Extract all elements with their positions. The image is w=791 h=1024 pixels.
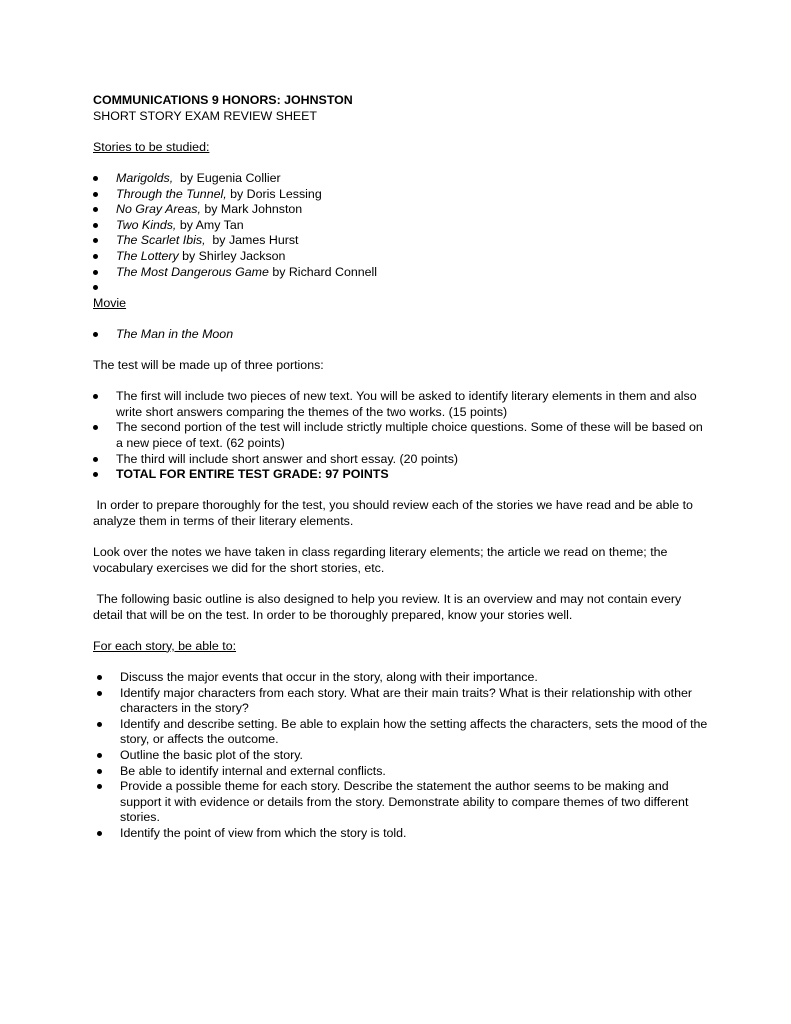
portion-text: The second portion of the test will include strictly multiple choice questions. Some of these will be based on a new piece of text. (62 points) bbox=[116, 420, 703, 451]
task-text: Provide a possible theme for each story. Describe the statement the author seems to be making and support it with evidence or details from the story. Demonstrate ability to compare themes of two different stories. bbox=[120, 779, 689, 825]
spacer bbox=[93, 155, 708, 171]
list-item bbox=[93, 389, 708, 420]
movie-list bbox=[93, 327, 708, 343]
list-item bbox=[93, 717, 708, 748]
portion-text: The first will include two pieces of new text. You will be asked to identify literary elements in them and also write short answers comparing the themes of the two works. (15 points) bbox=[116, 389, 697, 419]
story-author: by Amy Tan bbox=[176, 217, 244, 232]
list-item bbox=[93, 686, 708, 717]
story-title: Two Kinds, bbox=[116, 217, 177, 232]
test-intro: The test will be made up of three portions: bbox=[93, 358, 324, 373]
spacer bbox=[93, 374, 708, 390]
spacer bbox=[93, 576, 708, 592]
outline-paragraph: The following basic outline is also designed to help you review. It is an overview and may not contain every detail that will be on the test. In order to be thoroughly prepared, know your stories well. bbox=[93, 592, 685, 622]
story-author: by James Hurst bbox=[205, 233, 299, 248]
list-item bbox=[93, 420, 708, 451]
spacer bbox=[93, 623, 708, 639]
task-text: Identify the point of view from which the story is told. bbox=[120, 825, 407, 840]
each-story-heading: For each story, be able to: bbox=[93, 638, 237, 653]
document-subtitle: SHORT STORY EXAM REVIEW SHEET bbox=[93, 108, 318, 123]
prepare-paragraph: In order to prepare thoroughly for the test, you should review each of the stories we have read and be able to analyze them in terms of their literary elements. bbox=[93, 498, 697, 529]
story-author: by Mark Johnston bbox=[200, 202, 303, 217]
list-item bbox=[93, 670, 708, 686]
task-text: Identify and describe setting. Be able to explain how the setting affects the characters, sets the mood of the story, or affects the outcome. bbox=[120, 716, 708, 747]
list-item-empty bbox=[93, 280, 708, 296]
each-story-list bbox=[93, 670, 708, 842]
list-item bbox=[93, 249, 708, 265]
story-title: The Lottery bbox=[116, 248, 179, 263]
list-item bbox=[93, 826, 708, 842]
story-title: The Scarlet Ibis, bbox=[116, 233, 206, 248]
spacer bbox=[93, 311, 708, 327]
document-title: COMMUNICATIONS 9 HONORS: JOHNSTON bbox=[93, 93, 353, 107]
spacer bbox=[93, 124, 708, 140]
list-item bbox=[93, 233, 708, 249]
story-author: by Richard Connell bbox=[268, 264, 378, 279]
list-item bbox=[93, 202, 708, 218]
task-text: Be able to identify internal and external conflicts. bbox=[120, 763, 386, 778]
list-item bbox=[93, 764, 708, 780]
test-portions-list bbox=[93, 389, 708, 483]
spacer bbox=[93, 483, 708, 499]
list-item bbox=[93, 187, 708, 203]
list-item bbox=[93, 467, 708, 483]
list-item bbox=[93, 452, 708, 468]
list-item bbox=[93, 265, 708, 281]
list-item bbox=[93, 171, 708, 187]
portion-text: The third will include short answer and short essay. (20 points) bbox=[116, 451, 459, 466]
story-author: by Doris Lessing bbox=[226, 186, 322, 201]
story-title: No Gray Areas, bbox=[116, 202, 201, 217]
list-item bbox=[93, 779, 708, 826]
task-text: Identify major characters from each story. What are their main traits? What is their relationship with other characters in the story? bbox=[120, 685, 693, 716]
task-text: Discuss the major events that occur in the story, along with their importance. bbox=[120, 669, 538, 684]
story-title: The Most Dangerous Game bbox=[116, 264, 269, 279]
spacer bbox=[93, 530, 708, 546]
movie-heading: Movie bbox=[93, 295, 127, 310]
list-item bbox=[93, 218, 708, 234]
story-author: by Eugenia Collier bbox=[173, 170, 281, 185]
spacer bbox=[93, 654, 708, 670]
spacer bbox=[93, 343, 708, 359]
story-title: Through the Tunnel, bbox=[116, 186, 227, 201]
story-title: Marigolds, bbox=[116, 170, 174, 185]
task-text: Outline the basic plot of the story. bbox=[120, 747, 303, 762]
stories-list bbox=[93, 171, 708, 296]
test-total: TOTAL FOR ENTIRE TEST GRADE: 97 POINTS bbox=[116, 467, 389, 482]
document-page bbox=[93, 93, 708, 842]
stories-heading: Stories to be studied: bbox=[93, 139, 210, 154]
story-author: by Shirley Jackson bbox=[178, 248, 286, 263]
list-item bbox=[93, 748, 708, 764]
notes-paragraph: Look over the notes we have taken in class regarding literary elements; the article we read on theme; the vocabulary exercises we did for the short stories, etc. bbox=[93, 545, 668, 575]
movie-title: The Man in the Moon bbox=[116, 326, 234, 341]
list-item bbox=[93, 327, 708, 343]
